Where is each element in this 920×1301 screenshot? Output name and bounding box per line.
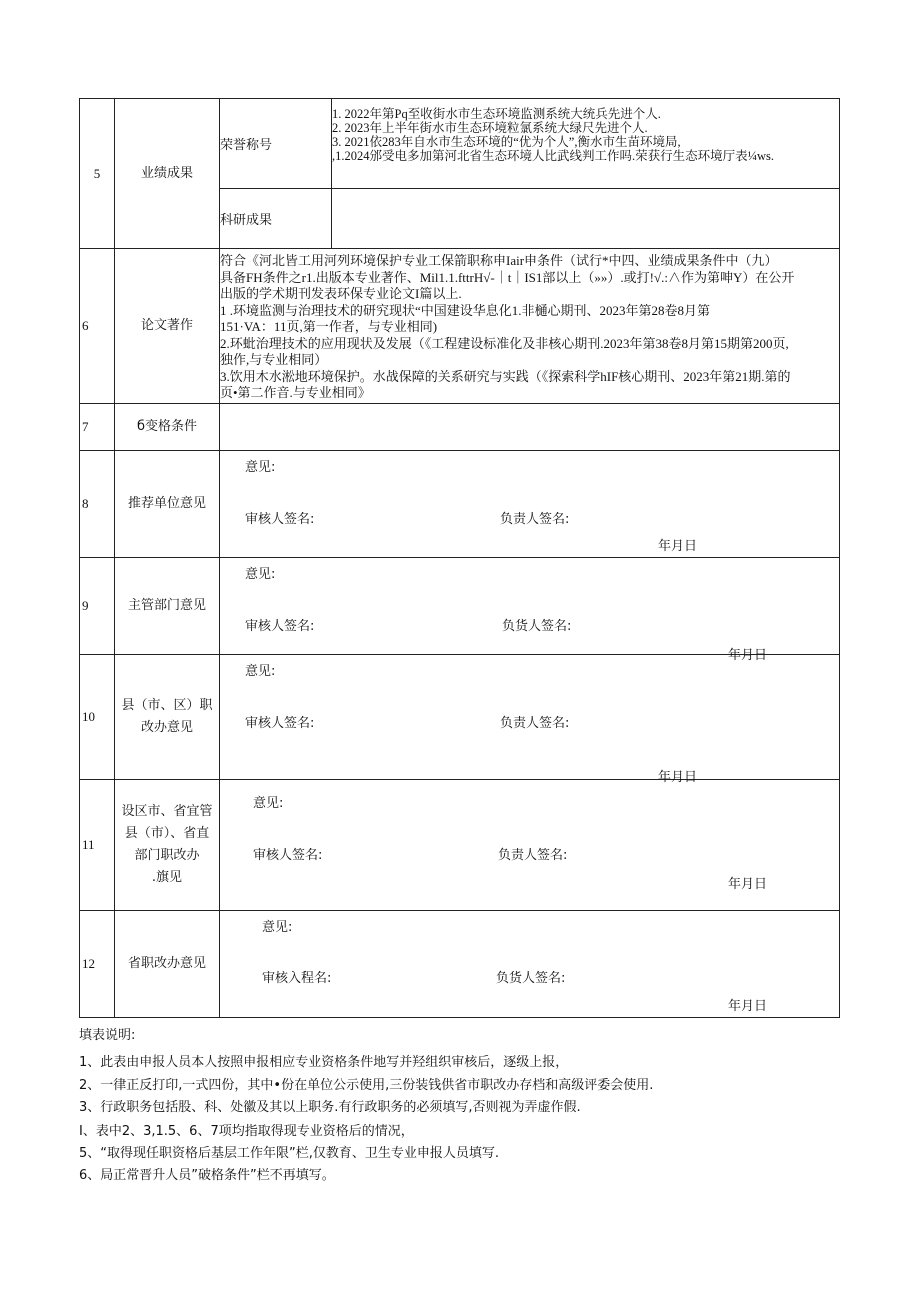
paper-line: 3.饮用木水淞地环境保护。水战保障的关系研究与实践（《探索科学hIF核心期刊、2023年第21期.第的 [220, 368, 791, 384]
row-10-county [80, 655, 840, 780]
row-number: 12 [80, 911, 115, 1018]
instruction-item: 3、行政职务包括股、科、处徽及其以上职务.有行政职务的必须填写,否则视为弄虚作假. [79, 1100, 581, 1115]
instructions-title: 填表说明: [79, 1028, 136, 1043]
opinion-label: 意见: [253, 796, 284, 811]
instruction-item: I、表中2、3,1.5、6、7项均指取得现专业资格后的情况， [79, 1124, 414, 1139]
row-number: 5 [80, 99, 115, 249]
leader-signature-label: 负货人签名: [502, 619, 572, 634]
category-label [115, 655, 220, 780]
category-label: 论文著作 [115, 249, 220, 404]
reviewer-signature-label: 审核人签名: [245, 716, 315, 731]
row-number: 6 [80, 249, 115, 404]
research-results-label: 科研成果 [220, 189, 332, 249]
row-8-recommend [80, 451, 840, 558]
date-label: 年月日 [728, 999, 768, 1014]
row-number: 10 [80, 655, 115, 780]
category-line: 部门职改办 [134, 848, 200, 863]
category-line: 改办意见 [140, 720, 193, 735]
opinion-cell [220, 911, 840, 1018]
paper-line: 151·VA：11页,第一作者，与专业相同) [220, 319, 438, 334]
opinion-cell [220, 655, 840, 785]
reviewer-signature-label: 审核入程名: [262, 971, 332, 986]
category-label: 主管部门意见 [115, 558, 220, 655]
date-label: 年月日 [658, 770, 698, 785]
row-9-dept [80, 558, 840, 655]
paper-line: 具备FH条件之r1.出版本专业著作、Mil1.1.fttrH√-｜t｜IS1部以上（»»）.或打!√.:∧作为第呻Y）在公开 [220, 269, 795, 285]
row-number: 8 [80, 451, 115, 558]
row-12-province [80, 911, 840, 1018]
leader-signature-label: 负责人签名: [500, 716, 570, 731]
honor-list [332, 99, 840, 189]
leader-signature-label: 负责人签名: [500, 512, 570, 527]
paper-line: 符合《河北皆工用河列环境保护专业工保箭职称申Iair申条件（试行*中四、业绩成果条件中（九） [220, 253, 778, 268]
opinion-label: 意见: [245, 567, 276, 582]
paper-line: 独作,与专业相同） [220, 352, 328, 367]
paper-line: 页•第二作音.与专业相同》 [220, 385, 371, 400]
honor-item: 3. 2021依283年自水市生态环境的“优为个人”,衡水市生苗环境局, [332, 135, 681, 149]
honor-title-label: 荣誉称号 [220, 99, 332, 189]
opinion-label: 意见: [245, 460, 276, 475]
category-line: 县（市）、省直 [124, 826, 210, 841]
category-label: 推荐单位意见 [115, 451, 220, 558]
leader-signature-label: 负货人签名: [496, 971, 566, 986]
row-6-papers [80, 249, 840, 404]
research-results-value [332, 189, 840, 249]
opinion-label: 意见: [245, 664, 276, 679]
honor-item: ,1.2024邠受电多加第河北省生态环境人比武线判工作吗.荣获行生态环境厅表¼ws. [332, 149, 775, 163]
category-label: б变格条件 [115, 404, 220, 451]
opinion-label: 意见: [262, 920, 293, 935]
category-label [115, 780, 220, 911]
honor-item: 2. 2023年上半年街水市生态环境粒氯系统大绿尺先进个人. [332, 121, 648, 135]
row-number: 7 [80, 404, 115, 451]
reviewer-signature-label: 审核人签名: [245, 619, 315, 634]
instruction-item: 6、局正常晋升人员”破格条件”栏不再填写。 [79, 1168, 335, 1183]
row-number: 9 [80, 558, 115, 655]
qualification-form-table [79, 98, 840, 1018]
date-label: 年月日 [728, 648, 768, 663]
paper-line: 2.环蚍治理技术的应用现状及发展（《工程建设标准化及非核心期刊.2023年第38卷8月第15期第200页, [220, 335, 789, 351]
papers-content [220, 249, 840, 404]
instruction-item: 5、“取得现任职资格后基层工作年限”栏,仅教育、卫生专业申报人员填写. [79, 1146, 500, 1161]
exception-value [220, 404, 840, 451]
category-line: .旗见 [151, 870, 183, 885]
instruction-item: 2、一律正反打印,一式四份，其中•份在单位公示使用,三份装钱供省市职改办存档和高级评委会使用. [79, 1078, 654, 1093]
opinion-cell [220, 451, 840, 558]
date-label: 年月日 [658, 539, 698, 554]
honor-item: 1. 2022年第Pq至收街水市生态环境监测系统大统兵先进个人. [332, 107, 661, 121]
opinion-cell [220, 558, 840, 663]
category-line: 县（市、区）职 [121, 698, 213, 713]
category-label: 业绩成果 [115, 99, 220, 249]
reviewer-signature-label: 审核人签名: [245, 512, 315, 527]
opinion-cell [220, 780, 840, 911]
paper-line: 出版的学术期刊发表环保专业论文I篇以上. [220, 286, 462, 301]
row-number: 11 [80, 780, 115, 911]
row-5-honor [80, 99, 840, 189]
reviewer-signature-label: 审核人签名: [253, 848, 323, 863]
leader-signature-label: 负责人签名: [498, 848, 568, 863]
category-line: 设区市、省宜管 [121, 804, 213, 819]
row-7-exception [80, 404, 840, 451]
instruction-item: 1、此表由申报人员本人按照申报相应专业资格条件地写并羟组织审核后，逐级上报， [79, 1055, 569, 1070]
paper-line: 1 .环境监测与治理技术的研究现状“中国建设华息化1.非樋心期刊、2023年第28卷8月第 [220, 302, 711, 318]
row-11-city [80, 780, 840, 911]
category-label: 省职改办意见 [115, 911, 220, 1018]
date-label: 年月日 [728, 877, 768, 892]
